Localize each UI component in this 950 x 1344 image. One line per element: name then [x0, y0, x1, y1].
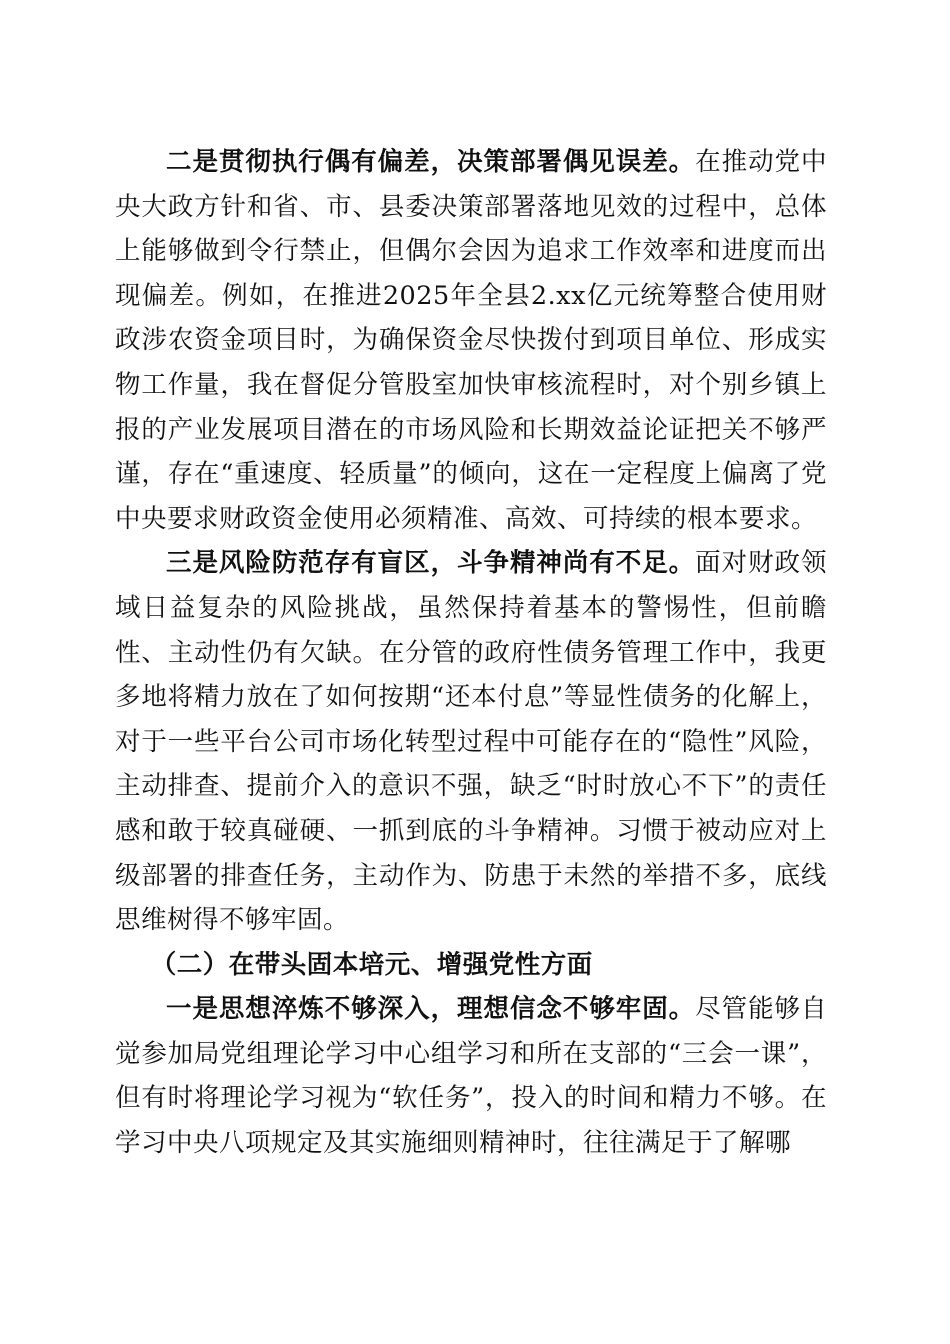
paragraph-lead: 三是风险防范存有盲区，斗争精神尚有不足。	[166, 548, 696, 579]
paragraph-ideological-tempering	[115, 987, 827, 1165]
document-body	[115, 140, 827, 1166]
section-heading: （二）在带头固本培元、增强党性方面	[150, 949, 593, 980]
paragraph-lead: 一是思想淬炼不够深入，理想信念不够牢固。	[166, 994, 696, 1025]
paragraph-text: 尽管能够自觉参加局党组理论学习中心组学习和所在支部的“三会一课”，但有时将理论学习视为“软任务”，投入的时间和精力不够。在学习中央八项规定及其实施细则精神时，往往满足于了解哪	[115, 994, 827, 1159]
paragraph-risk-prevention	[115, 541, 827, 942]
paragraph-text: 面对财政领域日益复杂的风险挑战，虽然保持着基本的警惕性，但前瞻性、主动性仍有欠缺。在分管的政府性债务管理工作中，我更多地将精力放在了如何按期“还本付息”等显性债务的化解上，对于一些平台公司市场化转型过程中可能存在的“隐性”风险，主动排查、提前介入的意识不强，缺乏“时时放心不下”的责任感和敢于较真碰硬、一抓到底的斗争精神。习惯于被动应对上级部署的排查任务，主动作为、防患于未然的举措不多，底线思维树得不够牢固。	[115, 548, 827, 936]
paragraph-implementation-deviation	[115, 140, 827, 541]
paragraph-text: 在推动党中央大政方针和省、市、县委决策部署落地见效的过程中，总体上能够做到令行禁止，但偶尔会因为追求工作效率和进度而出现偏差。例如，在推进2025年全县2.xx亿元统筹整合使用财政涉农资金项目时，为确保资金尽快拨付到项目单位、形成实物工作量，我在督促分管股室加快审核流程时，对个别乡镇上报的产业发展项目潜在的市场风险和长期效益论证把关不够严谨，存在“重速度、轻质量”的倾向，这在一定程度上偏离了党中央要求财政资金使用必须精准、高效、可持续的根本要求。	[115, 147, 827, 534]
paragraph-lead: 二是贯彻执行偶有偏差，决策部署偶见误差。	[166, 147, 696, 177]
